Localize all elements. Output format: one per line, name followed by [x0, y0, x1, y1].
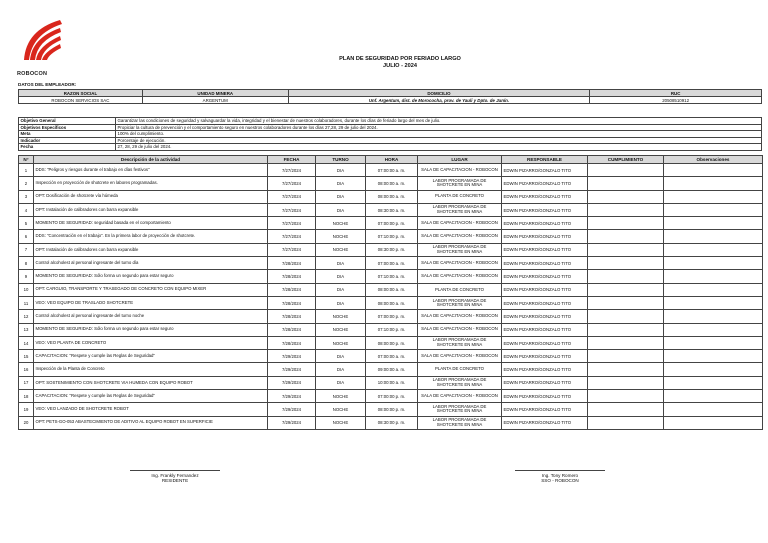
row-number: 6 — [19, 230, 34, 243]
row-place: SALA DE CAPACITACION - ROBOCON — [418, 217, 502, 230]
row-observations — [664, 217, 763, 230]
row-number: 4 — [19, 203, 34, 216]
row-time: 07:10:00 p. m. — [366, 230, 418, 243]
row-time: 08:30:00 p. m. — [366, 416, 418, 429]
row-shift: DIA — [316, 177, 366, 190]
info-value: Porcentaje de ejecución. — [116, 137, 762, 144]
activities-table — [18, 155, 763, 430]
row-date: 7/29/2024 — [268, 350, 316, 363]
col-header-responsible: RESPONSABLE — [502, 156, 588, 164]
row-date: 7/29/2024 — [268, 376, 316, 389]
row-description: OPT: PETS-GO-053 ABASTECIMIENTO DE ADITIVO AL EQUIPO ROBOT EN SUPERFICIE — [34, 416, 268, 429]
row-number: 16 — [19, 363, 34, 376]
row-shift: DIA — [316, 203, 366, 216]
robocon-logo — [18, 10, 68, 80]
col-header-shift: TURNO — [316, 156, 366, 164]
employer-value-cell: 20508510912 — [590, 97, 762, 104]
info-value: Garantizar las condiciones de seguridad y salvaguardar la vida, integridad y el bienestar de nuestros colaboradores, durante los días de feriado largo del mes de julio. — [116, 118, 762, 125]
row-shift: DIA — [316, 376, 366, 389]
employer-header-row — [19, 90, 762, 97]
row-description: Control alcoholest al personal ingresante del turno noche — [34, 310, 268, 323]
title-line-2: JULIO - 2024 — [383, 62, 417, 69]
row-description: OPT: Instalación de calibradores con barra expansible — [34, 203, 268, 216]
row-place: SALA DE CAPACITACION - ROBOCON — [418, 257, 502, 270]
row-description: CAPACITACION: "Respete y cumple las Reglas de Seguridad" — [34, 390, 268, 403]
row-compliance — [588, 243, 664, 256]
employer-table — [18, 89, 762, 104]
row-observations — [664, 243, 763, 256]
info-key: Fecha — [19, 144, 116, 151]
row-date: 7/28/2024 — [268, 283, 316, 296]
row-compliance — [588, 164, 664, 177]
title-line-1: PLAN DE SEGURIDAD POR FERIADO LARGO — [339, 56, 461, 62]
row-place: LABOR PROGRAMADA DE SHOTCRETE EN MINA — [418, 203, 502, 216]
row-description: DDS: "Peligros y riesgos durante el trabajo en días festivos" — [34, 164, 268, 177]
row-date: 7/29/2024 — [268, 390, 316, 403]
employer-section-label: DATOS DEL EMPLEADOR: — [18, 82, 77, 87]
row-date: 7/27/2024 — [268, 164, 316, 177]
row-shift: DIA — [316, 283, 366, 296]
row-time: 08:00:00 a. m. — [366, 283, 418, 296]
employer-header-cell: UNIDAD MINERA — [142, 90, 288, 97]
row-compliance — [588, 323, 664, 336]
row-description: VEO: VEO LANZADO DE SHOTCRETE ROBOT — [34, 403, 268, 416]
logo-text: ROBOCON — [17, 71, 48, 77]
signature-sso — [515, 470, 605, 484]
row-observations — [664, 350, 763, 363]
row-place: LABOR PROGRAMADA DE SHOTCRETE EN MINA — [418, 403, 502, 416]
row-number: 10 — [19, 283, 34, 296]
row-place: SALA DE CAPACITACION - ROBOCON — [418, 270, 502, 283]
row-description: OPT: Instalación de calibradores con barra expansible — [34, 243, 268, 256]
row-number: 3 — [19, 190, 34, 203]
col-header-place: LUGAR — [418, 156, 502, 164]
row-description: VEO: VEO PLANTA DE CONCRETO — [34, 336, 268, 349]
row-place: PLANTA DE CONCRETO — [418, 363, 502, 376]
row-date: 7/27/2024 — [268, 177, 316, 190]
row-date: 7/27/2024 — [268, 243, 316, 256]
row-compliance — [588, 230, 664, 243]
row-number: 17 — [19, 376, 34, 389]
row-number: 19 — [19, 403, 34, 416]
row-responsible: EDWIN PIZARRO/GONZALO TITO — [502, 217, 588, 230]
table-row — [19, 257, 763, 270]
row-place: SALA DE CAPACITACION - ROBOCON — [418, 323, 502, 336]
table-row — [19, 217, 763, 230]
employer-value-row — [19, 97, 762, 104]
row-description: VEO: VEO EQUIPO DE TRASLADO SHOTCRETE — [34, 296, 268, 309]
row-number: 18 — [19, 390, 34, 403]
row-description: OPT: CARGUIO, TRANSPORTE Y TRASEGADO DE CONCRETO CON EQUIPO MIXER — [34, 283, 268, 296]
row-observations — [664, 363, 763, 376]
row-responsible: EDWIN PIZARRO/GONZALO TITO — [502, 403, 588, 416]
row-responsible: EDWIN PIZARRO/GONZALO TITO — [502, 323, 588, 336]
row-observations — [664, 190, 763, 203]
row-description: MOMENTO DE SEGURIDAD: Sólo forma un segundo para estar seguro — [34, 323, 268, 336]
row-responsible: EDWIN PIZARRO/GONZALO TITO — [502, 283, 588, 296]
row-observations — [664, 336, 763, 349]
table-row — [19, 270, 763, 283]
row-time: 08:00:00 p. m. — [366, 336, 418, 349]
row-time: 07:10:00 p. m. — [366, 323, 418, 336]
row-observations — [664, 403, 763, 416]
row-responsible: EDWIN PIZARRO/GONZALO TITO — [502, 164, 588, 177]
table-row — [19, 390, 763, 403]
row-responsible: EDWIN PIZARRO/GONZALO TITO — [502, 243, 588, 256]
row-date: 7/28/2024 — [268, 336, 316, 349]
signature-residente — [130, 470, 220, 484]
row-compliance — [588, 190, 664, 203]
row-description: Inspección en proyección de shotcrete en labores programadas. — [34, 177, 268, 190]
row-description: OPT: Dosificación de shotcrete vía húmeda — [34, 190, 268, 203]
row-observations — [664, 283, 763, 296]
table-row — [19, 416, 763, 429]
employer-value-cell: Unf. Argentum, dist. de Morococha, prov. de Yauli y Dpto. de Junín. — [288, 97, 590, 104]
row-compliance — [588, 363, 664, 376]
row-time: 09:00:00 a. m. — [366, 363, 418, 376]
row-place: PLANTA DE CONCRETO — [418, 283, 502, 296]
row-time: 08:00:00 a. m. — [366, 296, 418, 309]
info-row — [19, 144, 762, 151]
row-time: 07:00:00 p. m. — [366, 217, 418, 230]
row-observations — [664, 177, 763, 190]
row-responsible: EDWIN PIZARRO/GONZALO TITO — [502, 203, 588, 216]
row-number: 9 — [19, 270, 34, 283]
row-number: 12 — [19, 310, 34, 323]
row-place: PLANTA DE CONCRETO — [418, 190, 502, 203]
table-row — [19, 350, 763, 363]
row-time: 07:10:00 a. m. — [366, 270, 418, 283]
info-key: Meta — [19, 131, 116, 138]
row-observations — [664, 323, 763, 336]
row-place: LABOR PROGRAMADA DE SHOTCRETE EN MINA — [418, 336, 502, 349]
row-date: 7/27/2024 — [268, 217, 316, 230]
row-shift: NOCHE — [316, 403, 366, 416]
row-responsible: EDWIN PIZARRO/GONZALO TITO — [502, 350, 588, 363]
row-shift: NOCHE — [316, 416, 366, 429]
row-compliance — [588, 350, 664, 363]
row-place: LABOR PROGRAMADA DE SHOTCRETE EN MINA — [418, 177, 502, 190]
employer-value-cell: ROBOCON SERVICIOS SAC — [19, 97, 143, 104]
info-value: 27, 28, 29 de julio del 2024. — [116, 144, 762, 151]
table-row — [19, 164, 763, 177]
row-shift: DIA — [316, 270, 366, 283]
row-shift: DIA — [316, 296, 366, 309]
row-responsible: EDWIN PIZARRO/GONZALO TITO — [502, 376, 588, 389]
row-description: DDS: "Concentración en el trabajo". En la primera labor de proyección de shotcrete. — [34, 230, 268, 243]
row-place: LABOR PROGRAMADA DE SHOTCRETE EN MINA — [418, 243, 502, 256]
row-compliance — [588, 390, 664, 403]
row-shift: NOCHE — [316, 323, 366, 336]
row-date: 7/29/2024 — [268, 363, 316, 376]
row-place: SALA DE CAPACITACION - ROBOCON — [418, 390, 502, 403]
row-shift: NOCHE — [316, 230, 366, 243]
info-key: Indicador — [19, 137, 116, 144]
row-observations — [664, 310, 763, 323]
row-compliance — [588, 257, 664, 270]
row-responsible: EDWIN PIZARRO/GONZALO TITO — [502, 336, 588, 349]
row-shift: NOCHE — [316, 336, 366, 349]
row-responsible: EDWIN PIZARRO/GONZALO TITO — [502, 416, 588, 429]
row-observations — [664, 270, 763, 283]
row-description: OPT: SOSTENIMIENTO CON SHOTCRETE VIA HUMEDA CON EQUIPO ROBOT — [34, 376, 268, 389]
row-number: 1 — [19, 164, 34, 177]
row-compliance — [588, 403, 664, 416]
row-number: 7 — [19, 243, 34, 256]
row-responsible: EDWIN PIZARRO/GONZALO TITO — [502, 177, 588, 190]
row-date: 7/28/2024 — [268, 257, 316, 270]
row-responsible: EDWIN PIZARRO/GONZALO TITO — [502, 296, 588, 309]
signature-name: Ing. Frankly Fernandez — [151, 473, 199, 478]
row-time: 08:00:00 p. m. — [366, 403, 418, 416]
row-shift: NOCHE — [316, 310, 366, 323]
row-observations — [664, 257, 763, 270]
row-number: 8 — [19, 257, 34, 270]
row-observations — [664, 203, 763, 216]
row-date: 7/27/2024 — [268, 230, 316, 243]
employer-value-cell: ARGENTUM — [142, 97, 288, 104]
signature-name: Ing. Tony Romero — [541, 473, 579, 478]
row-observations — [664, 376, 763, 389]
row-date: 7/28/2024 — [268, 270, 316, 283]
row-compliance — [588, 310, 664, 323]
employer-header-cell: RAZON SOCIAL — [19, 90, 143, 97]
row-shift: NOCHE — [316, 390, 366, 403]
row-shift: DIA — [316, 257, 366, 270]
row-responsible: EDWIN PIZARRO/GONZALO TITO — [502, 310, 588, 323]
row-compliance — [588, 416, 664, 429]
table-row — [19, 363, 763, 376]
row-time: 10:00:00 a. m. — [366, 376, 418, 389]
row-number: 13 — [19, 323, 34, 336]
col-header-description: Descripción de la actividad — [34, 156, 268, 164]
document-title — [250, 56, 550, 69]
row-time: 08:30:00 a. m. — [366, 203, 418, 216]
col-header-time: HORA — [366, 156, 418, 164]
table-row — [19, 203, 763, 216]
row-responsible: EDWIN PIZARRO/GONZALO TITO — [502, 230, 588, 243]
table-row — [19, 403, 763, 416]
row-responsible: EDWIN PIZARRO/GONZALO TITO — [502, 363, 588, 376]
row-number: 5 — [19, 217, 34, 230]
row-time: 07:00:00 p. m. — [366, 390, 418, 403]
row-date: 7/28/2024 — [268, 296, 316, 309]
row-time: 08:30:00 p. m. — [366, 243, 418, 256]
row-date: 7/28/2024 — [268, 310, 316, 323]
row-description: Inspección de la Planta de Concreto — [34, 363, 268, 376]
signature-role: SSO - ROBOCON — [541, 478, 579, 484]
table-row — [19, 323, 763, 336]
row-time: 08:00:00 a. m. — [366, 190, 418, 203]
row-date: 7/29/2024 — [268, 416, 316, 429]
row-time: 07:00:00 p. m. — [366, 310, 418, 323]
row-observations — [664, 390, 763, 403]
row-responsible: EDWIN PIZARRO/GONZALO TITO — [502, 270, 588, 283]
row-responsible: EDWIN PIZARRO/GONZALO TITO — [502, 257, 588, 270]
row-number: 2 — [19, 177, 34, 190]
row-place: SALA DE CAPACITACION - ROBOCON — [418, 230, 502, 243]
row-description: MOMENTO DE SEGURIDAD: seguridad basada en el comportamiento — [34, 217, 268, 230]
row-number: 20 — [19, 416, 34, 429]
row-number: 11 — [19, 296, 34, 309]
objectives-table — [18, 117, 762, 151]
row-time: 07:00:00 a. m. — [366, 164, 418, 177]
row-date: 7/28/2024 — [268, 323, 316, 336]
col-header-compliance: CUMPLIMIENTO — [588, 156, 664, 164]
row-observations — [664, 416, 763, 429]
activities-header-row — [19, 156, 763, 164]
row-date: 7/27/2024 — [268, 190, 316, 203]
signature-role: RESIDENTE — [161, 478, 189, 484]
info-value: 100% del cumplimiento. — [116, 131, 762, 138]
col-header-date: FECHA — [268, 156, 316, 164]
row-time: 07:00:00 a. m. — [366, 257, 418, 270]
row-shift: DIA — [316, 190, 366, 203]
table-row — [19, 177, 763, 190]
col-header-observations: Observaciones — [664, 156, 763, 164]
row-shift: NOCHE — [316, 243, 366, 256]
table-row — [19, 283, 763, 296]
row-responsible: EDWIN PIZARRO/GONZALO TITO — [502, 390, 588, 403]
row-responsible: EDWIN PIZARRO/GONZALO TITO — [502, 190, 588, 203]
row-compliance — [588, 283, 664, 296]
row-time: 08:00:00 a. m. — [366, 177, 418, 190]
row-place: LABOR PROGRAMADA DE SHOTCRETE EN MINA — [418, 376, 502, 389]
row-place: SALA DE CAPACITACION - ROBOCON — [418, 350, 502, 363]
table-row — [19, 296, 763, 309]
row-place: LABOR PROGRAMADA DE SHOTCRETE EN MINA — [418, 296, 502, 309]
table-row — [19, 310, 763, 323]
row-compliance — [588, 376, 664, 389]
row-date: 7/27/2024 — [268, 203, 316, 216]
col-header-number: N° — [19, 156, 34, 164]
row-date: 7/29/2024 — [268, 403, 316, 416]
row-shift: NOCHE — [316, 217, 366, 230]
row-place: SALA DE CAPACITACION - ROBOCON — [418, 310, 502, 323]
row-compliance — [588, 270, 664, 283]
row-observations — [664, 164, 763, 177]
row-description: MOMENTO DE SEGURIDAD: Sólo forma un segundo para estar seguro — [34, 270, 268, 283]
employer-header-cell: DOMICILIO — [288, 90, 590, 97]
row-compliance — [588, 336, 664, 349]
row-shift: DIA — [316, 363, 366, 376]
row-observations — [664, 296, 763, 309]
row-description: CAPACITACION: "Respete y cumple las Reglas de Seguridad" — [34, 350, 268, 363]
info-key: Objetivo General — [19, 118, 116, 125]
info-value: Propiciar la cultura de prevención y el comportamiento seguro en nuestros colaboradores durante los días 27,28, 29 de julio del 2024. — [116, 124, 762, 131]
table-row — [19, 243, 763, 256]
row-description: Control alcoholest al personal ingresante del turno día — [34, 257, 268, 270]
table-row — [19, 190, 763, 203]
row-compliance — [588, 296, 664, 309]
row-time: 07:00:00 a. m. — [366, 350, 418, 363]
row-shift: DIA — [316, 350, 366, 363]
table-row — [19, 230, 763, 243]
row-place: LABOR PROGRAMADA DE SHOTCRETE EN MINA — [418, 416, 502, 429]
row-compliance — [588, 217, 664, 230]
info-key: Objetivos Específicos — [19, 124, 116, 131]
row-shift: DIA — [316, 164, 366, 177]
table-row — [19, 336, 763, 349]
row-number: 14 — [19, 336, 34, 349]
row-place: SALA DE CAPACITACION - ROBOCON — [418, 164, 502, 177]
employer-header-cell: RUC — [590, 90, 762, 97]
row-observations — [664, 230, 763, 243]
row-compliance — [588, 203, 664, 216]
row-number: 15 — [19, 350, 34, 363]
row-compliance — [588, 177, 664, 190]
table-row — [19, 376, 763, 389]
